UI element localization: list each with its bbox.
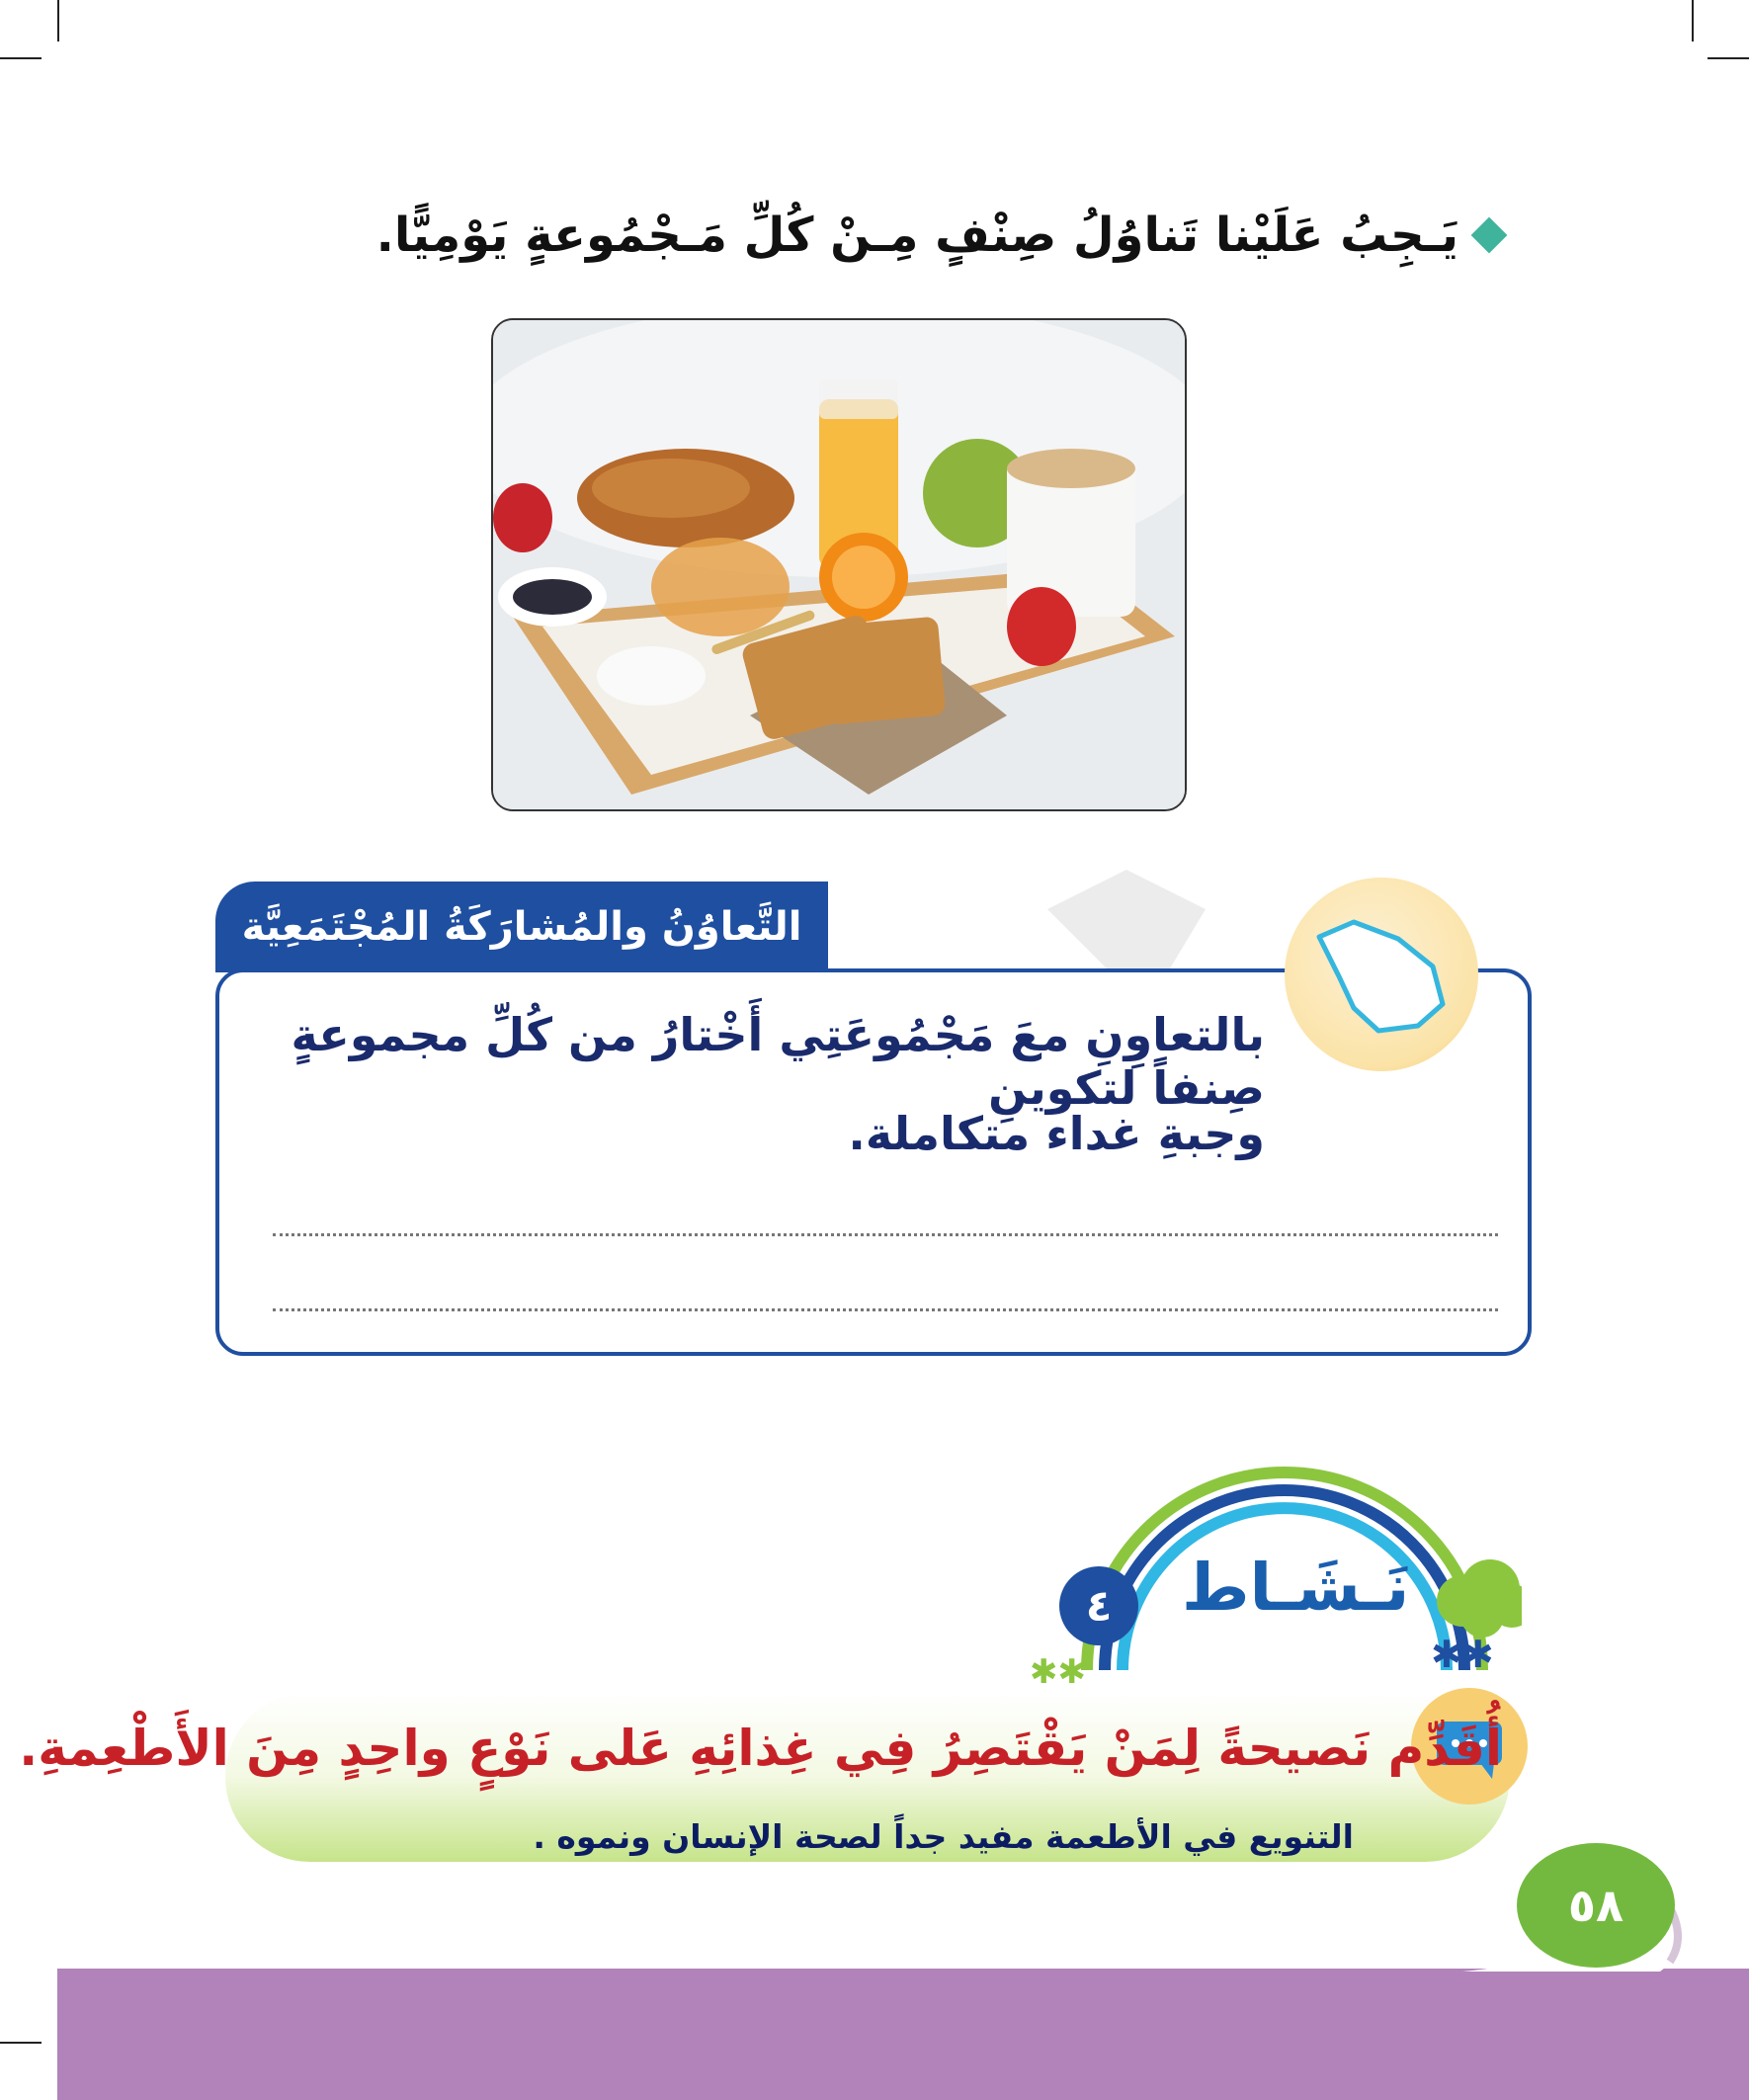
crop-mark [1692,0,1694,42]
activity-answer: التنويع في الأطعمة مفيد جداً لصحة الإنسان ونموه . [533,1817,1354,1856]
breakfast-photo [491,318,1187,811]
diamond-bullet-icon [1471,217,1508,254]
breakfast-tray-illustration [493,320,1185,809]
saudi-map-icon [1285,878,1478,1071]
flower-icon: ✱✱ [1030,1652,1086,1692]
crop-mark [0,2042,42,2044]
activity-number: ٤ [1059,1566,1138,1645]
crop-mark [57,0,59,42]
intro-text: يَـجِبُ عَلَيْنا تَناوُلُ صِنْفٍ مِـنْ كُلِّ مَـجْمُوعةٍ يَوْمِيًّا. [375,208,1458,263]
section-instruction-line2: وجبةِ غداء متكاملة. [848,1107,1265,1160]
crop-mark [1707,57,1749,59]
answer-line-1[interactable] [273,1233,1498,1236]
answer-line-2[interactable] [273,1308,1498,1311]
section-instruction-line1: بالتعاوِنِ معَ مَجْمُوعَتِي أَخْتارُ من كُلِّ مجموعةٍ صِنفاً لتكوينِ [291,1008,1265,1115]
flower-icon: ✱✱ [1431,1633,1494,1676]
intro-line [376,208,1502,263]
section-title: التَّعاوُنُ والمُشارَكَةُ المُجْتَمَعِيَّة [215,882,828,972]
activity-label: نَـشَـاط [1182,1550,1410,1626]
page-number: ٥٨ [1517,1843,1675,1968]
footer-band [57,1969,1749,2100]
crop-mark [0,57,42,59]
activity-question: أُقَدِّم نَصيحةً لِمَنْ يَقْتَصِرُ فِي غِذائِهِ عَلى نَوْعٍ واحِدٍ مِنَ الأَطْعِمةِ. [19,1720,1502,1777]
